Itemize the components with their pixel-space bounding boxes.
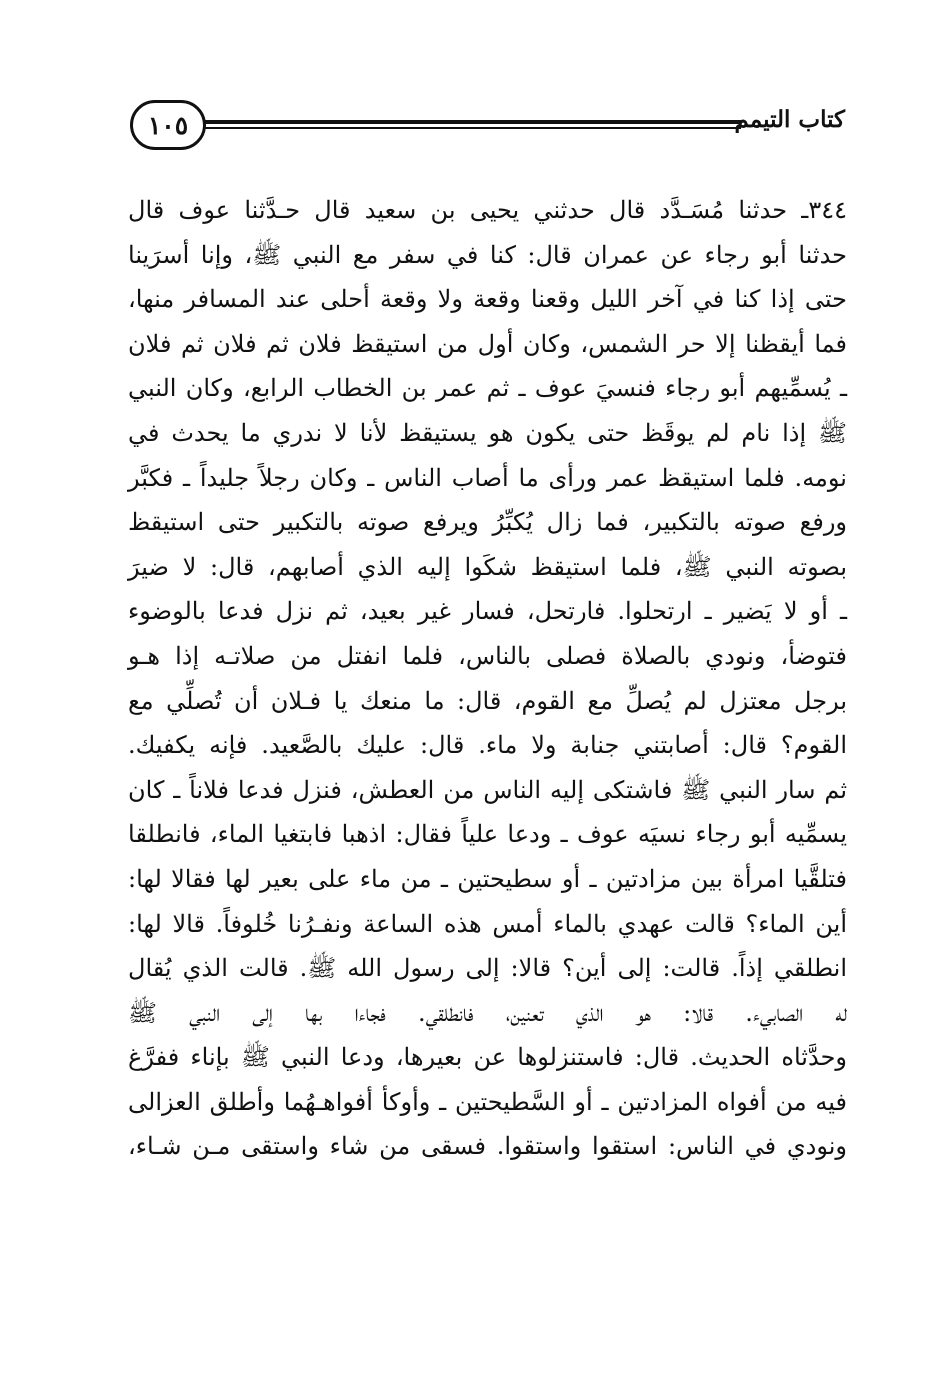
text-line: ورفع صوته بالتكبير، فما زال يُكبِّرُ ويرفع صوته بالتكبير حتى استيقظ bbox=[128, 508, 847, 537]
text-line: ثم سار النبي ﷺ فاشتكى إليه الناس من العطش، فنزل فدعا فلاناً ـ كان bbox=[128, 775, 847, 804]
text-line: حتى إذا كنا في آخر الليل وقعنا وقعة ولا وقعة أحلى عند المسافر منها، bbox=[128, 285, 847, 314]
text-line: برجل معتزل لم يُصلِّ مع القوم، قال: ما منعك يا فـلان أن تُصلِّي مع bbox=[128, 686, 847, 715]
hadith-text bbox=[128, 188, 847, 1169]
text-line: القوم؟ قال: أصابتني جنابة ولا ماء. قال: عليك بالصَّعيد. فإنه يكفيك. bbox=[128, 731, 847, 760]
page-number-text: ١٠٥ bbox=[147, 110, 189, 140]
text-line: فتوضأ، ونودي بالصلاة فصلى بالناس، فلما انفتل من صلاتـه إذا هـو bbox=[128, 641, 847, 670]
text-line: ٣٤٤ـ حدثنا مُسَـدَّد قال حدثني يحيى بن سعيد قال حـدَّثنا عوف قال bbox=[128, 196, 847, 224]
text-line: فتلقَّيا امرأة بين مزادتين ـ أو سطيحتين ـ من ماء على بعير لها فقالا لها: bbox=[128, 864, 847, 893]
text-line: فيه من أفواه المزادتين ـ أو السَّطيحتين ـ وأوكأ أفواهـهُما وأطلق العزالى bbox=[128, 1087, 847, 1116]
text-line: ونودي في الناس: استقوا واستقوا. فسقى من شاء واستقى مـن شـاء، bbox=[128, 1132, 847, 1161]
text-line: فما أيقظنا إلا حر الشمس، وكان أول من استيقظ فلان ثم فلان ثم فلان bbox=[128, 329, 847, 358]
text-line: له الصابيء. قالا: هو الذي تعنين، فانطلقي. فجاءا بها إلى النبي ﷺ bbox=[128, 998, 847, 1027]
text-line: ـ يُسمِّيهم أبو رجاء فنسيَ عوف ـ ثم عمر بن الخطاب الرابع، وكان النبي bbox=[128, 374, 847, 403]
text-line: ـ أو لا يَضير ـ ارتحلوا. فارتحل، فسار غير بعيد، ثم نزل فدعا بالوضوء bbox=[128, 597, 848, 626]
text-line: ﷺ إذا نام لم يوقَظ حتى يكون هو يستيقظ لأنا لا ندري ما يحدث في bbox=[128, 418, 847, 447]
text-line: يسمِّيه أبو رجاء نسيَه عوف ـ ودعا علياً فقال: اذهبا فابتغيا الماء، فانطلقا bbox=[128, 820, 847, 849]
text-line: أين الماء؟ قالت عهدي بالماء أمس هذه الساعة ونفـرُنا خُلوفاً. قالا لها: bbox=[128, 909, 847, 938]
text-line: بصوته النبي ﷺ، فلما استيقظ شكَوا إليه الذي أصابهم، قال: لا ضيرَ bbox=[128, 552, 847, 581]
page-header bbox=[130, 100, 845, 162]
text-line: وحدَّثاه الحديث. قال: فاستنزلوها عن بعيرها، ودعا النبي ﷺ بإناء ففرَّغ bbox=[128, 1043, 847, 1072]
page-number bbox=[130, 100, 206, 150]
book-title: كتاب التيمم bbox=[734, 106, 845, 133]
header-rule bbox=[204, 120, 741, 130]
header-rule-thick bbox=[204, 120, 741, 124]
text-line: نومه. فلما استيقظ عمر ورأى ما أصاب الناس ـ وكان رجلاً جليداً ـ فكبَّر bbox=[128, 463, 847, 492]
text-line: حدثنا أبو رجاء عن عمران قال: كنا في سفر مع النبي ﷺ، وإنا أسرَينا bbox=[128, 240, 847, 269]
text-line: انطلقي إذاً. قالت: إلى أين؟ قالا: إلى رسول الله ﷺ. قالت الذي يُقال bbox=[128, 954, 847, 983]
header-rule-thin bbox=[204, 127, 741, 129]
